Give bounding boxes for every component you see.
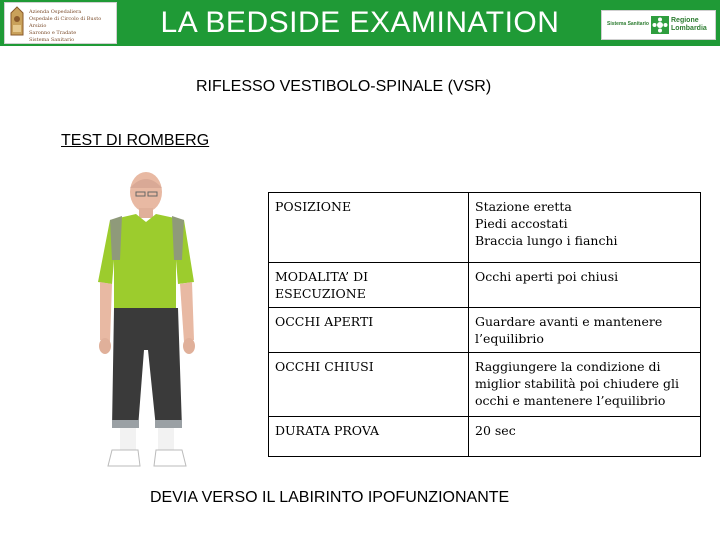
table-row: [269, 263, 701, 308]
row-label: OCCHI APERTI: [269, 308, 469, 353]
table-row: [269, 308, 701, 353]
row-label: POSIZIONE: [269, 193, 469, 263]
value-line: Piedi accostati: [475, 216, 568, 231]
row-label: OCCHI CHIUSI: [269, 353, 469, 417]
row-value: [469, 193, 701, 263]
region-brand-line-1: Regione: [671, 17, 699, 24]
header-bar: [0, 0, 720, 46]
section-title: TEST DI ROMBERG: [61, 132, 210, 149]
subtitle: RIFLESSO VESTIBOLO-SPINALE (VSR): [196, 78, 492, 95]
table-row: [269, 193, 701, 263]
page-title: LA BEDSIDE EXAMINATION: [160, 6, 560, 39]
row-value: [469, 308, 701, 353]
regione-lombardia-icon: [651, 16, 669, 34]
value-line: Stazione eretta: [475, 199, 572, 214]
table-row: [269, 417, 701, 457]
region-logo-left-text: Sistema Sanitario: [607, 21, 649, 27]
value-line: 20 sec: [475, 423, 516, 438]
value-line: Braccia lungo i fianchi: [475, 233, 618, 248]
logo-line-2: Ospedale di Circolo di Busto Arsizio: [29, 16, 102, 29]
romberg-table: [268, 192, 701, 457]
hospital-logo: [4, 2, 117, 44]
row-label: MODALITA’ DI ESECUZIONE: [269, 263, 469, 308]
value-line: Occhi aperti poi chiusi: [475, 269, 619, 284]
table-row: [269, 353, 701, 417]
row-value: [469, 263, 701, 308]
region-brand-line-2: Lombardia: [671, 25, 707, 32]
region-logo: [601, 10, 716, 40]
logo-line-4: Sistema Sanitario: [29, 37, 75, 43]
value-line: Guardare avanti e mantenere l’equilibrio: [475, 314, 663, 346]
conclusion-text: DEVIA VERSO IL LABIRINTO IPOFUNZIONANTE: [150, 489, 510, 506]
logo-line-3: Saronno e Tradate: [29, 30, 77, 36]
row-value: [469, 353, 701, 417]
logo-line-1: Azienda Ospedaliera: [29, 9, 82, 15]
value-line: Raggiungere la condizione di miglior stabilità poi chiudere gli occhi e mantenere l’equilibrio: [475, 359, 679, 408]
standing-man-figure: [92, 170, 202, 475]
row-label: DURATA PROVA: [269, 417, 469, 457]
row-value: [469, 417, 701, 457]
seal-icon: [8, 5, 26, 41]
